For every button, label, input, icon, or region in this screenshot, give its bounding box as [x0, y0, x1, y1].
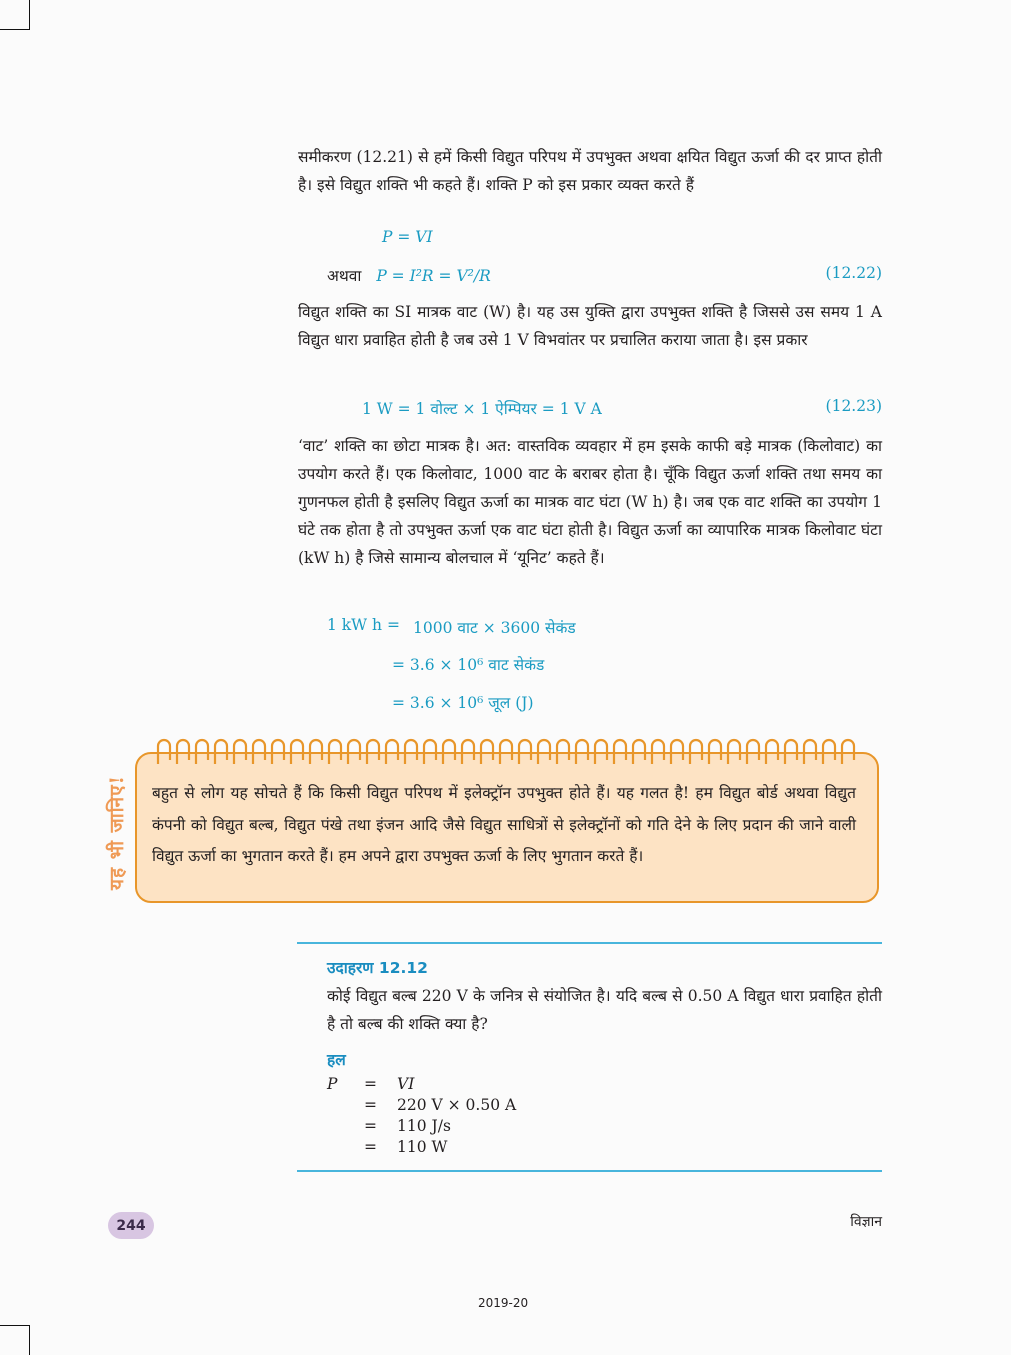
solution-label: हल — [327, 1051, 346, 1069]
spiral-loop — [576, 740, 588, 764]
spiral-loop — [614, 740, 626, 764]
spiral-binding-icon — [150, 734, 862, 768]
kwh-line-3: = 3.6 × 10⁶ जूल (J) — [392, 694, 534, 712]
spiral-loop — [747, 740, 759, 764]
page-number: 244 — [108, 1212, 154, 1239]
equation-watt: 1 W = 1 वोल्ट × 1 ऐम्पियर = 1 V A — [362, 400, 602, 418]
spiral-loop — [595, 740, 607, 764]
spiral-loop — [519, 740, 531, 764]
spiral-loop — [462, 740, 474, 764]
spiral-loop — [329, 740, 341, 764]
spiral-loop — [253, 740, 265, 764]
spiral-loop — [348, 740, 360, 764]
year-label: 2019-20 — [478, 1296, 529, 1310]
spiral-loop — [728, 740, 740, 764]
spiral-loop — [177, 740, 189, 764]
spiral-loop — [538, 740, 550, 764]
spiral-loop — [367, 740, 379, 764]
solution-equals-1: = — [364, 1075, 377, 1093]
spiral-loop — [709, 740, 721, 764]
spiral-loop — [785, 740, 797, 764]
spiral-loop — [671, 740, 683, 764]
spiral-loop — [291, 740, 303, 764]
spiral-loop — [158, 740, 170, 764]
crop-mark-bottom-vertical — [29, 1325, 30, 1355]
spiral-loop — [652, 740, 664, 764]
spiral-loop — [633, 740, 645, 764]
note-text: बहुत से लोग यह सोचते हैं कि किसी विद्युत परिपथ में इलेक्ट्रॉन उपभुक्त होते हैं। यह गलत है! हम विद्युत बोर्ड अथवा विद्युत कंपनी को विद्युत बल्ब, विद्युत पंखे तथा इंजन आदि जैसे विद्युत साधित्रों से इलेक्ट्रॉनों को गति देने के लिए प्रदान की जाने वाली विद्युत ऊर्जा का भुगतान करते हैं। हम अपने द्वारा उपभुक्त ऊर्जा के लिए भुगतान करते हैं। — [152, 784, 856, 865]
spiral-loop — [481, 740, 493, 764]
si-unit-paragraph: विद्युत शक्ति का SI मात्रक वाट (W) है। यह उस युक्ति द्वारा उपभुक्त शक्ति है जिससे उस समय 1 A विद्युत धारा प्रवाहित होती है जब उसे 1 V विभवांतर पर प्रचालित कराया जाता है। इस प्रकार — [298, 303, 882, 349]
solution-line-4: 110 W — [397, 1138, 448, 1156]
spiral-loop — [215, 740, 227, 764]
crop-mark-bottom-horizontal — [0, 1325, 30, 1326]
spiral-loop — [557, 740, 569, 764]
example-top-rule — [297, 942, 882, 944]
spiral-loop — [310, 740, 322, 764]
kwh-line-2: = 3.6 × 10⁶ वाट सेकंड — [392, 656, 545, 674]
book-name: विज्ञान — [850, 1214, 882, 1230]
spiral-loop — [766, 740, 778, 764]
spiral-loop — [443, 740, 455, 764]
crop-mark-top-vertical — [29, 0, 30, 30]
equation-p-vi: P = VI — [382, 228, 433, 246]
spiral-loop — [842, 740, 854, 764]
example-bottom-rule — [297, 1170, 882, 1172]
solution-equals-2: = — [364, 1096, 377, 1114]
equation-number-12-22: (12.22) — [825, 264, 882, 282]
intro-paragraph: समीकरण (12.21) से हमें किसी विद्युत परिपथ में उपभुक्त अथवा क्षयित विद्युत ऊर्जा की दर प्राप्त होती है। इसे विद्युत शक्ति भी कहते हैं। शक्ति P को इस प्रकार व्यक्त करते हैं — [298, 148, 882, 194]
spiral-loop — [272, 740, 284, 764]
spiral-loop — [196, 740, 208, 764]
spiral-loop — [386, 740, 398, 764]
spiral-loop — [823, 740, 835, 764]
example-title: उदाहरण 12.12 — [327, 959, 428, 977]
solution-line-2: 220 V × 0.50 A — [397, 1096, 517, 1114]
spiral-loop — [424, 740, 436, 764]
solution-equals-3: = — [364, 1117, 377, 1135]
spiral-loop — [500, 740, 512, 764]
spiral-loop — [690, 740, 702, 764]
equation-number-12-23: (12.23) — [825, 397, 882, 415]
note-side-label: यह भी जानिए! — [106, 775, 128, 890]
spiral-loop — [234, 740, 246, 764]
equation-prefix: अथवा — [327, 267, 362, 285]
solution-line-3: 110 J/s — [397, 1117, 451, 1135]
example-text: कोई विद्युत बल्ब 220 V के जनित्र से संयोजित है। यदि बल्ब से 0.50 A विद्युत धारा प्रवाहित होती है तो बल्ब की शक्ति क्या है? — [327, 987, 882, 1033]
solution-line-1: VI — [397, 1075, 415, 1093]
spiral-loop — [405, 740, 417, 764]
kwh-lhs: 1 kW h = — [327, 616, 400, 634]
kwh-line-1: 1000 वाट × 3600 सेकंड — [413, 619, 576, 637]
watt-paragraph: ‘वाट’ शक्ति का छोटा मात्रक है। अत: वास्तविक व्यवहार में हम इसके काफी बड़े मात्रक (किलोवाट) का उपयोग करते हैं। एक किलोवाट, 1000 वाट के बराबर होता है। चूँकि विद्युत ऊर्जा शक्ति तथा समय का गुणनफल होती है इसलिए विद्युत ऊर्जा का मात्रक वाट घंटा (W h) है। जब एक वाट शक्ति का उपयोग 1 घंटे तक होता है तो उपभुक्त ऊर्जा एक वाट घंटा होती है। विद्युत ऊर्जा का व्यापारिक मात्रक किलोवाट घंटा (kW h) है जिसे सामान्य बोलचाल में ‘यूनिट’ कहते हैं। — [298, 437, 882, 567]
solution-variable: P — [327, 1075, 338, 1093]
crop-mark-top-horizontal — [0, 29, 30, 30]
solution-equals-4: = — [364, 1138, 377, 1156]
equation-power-alt: P = I²R = V²/R — [376, 267, 491, 285]
spiral-loop — [804, 740, 816, 764]
